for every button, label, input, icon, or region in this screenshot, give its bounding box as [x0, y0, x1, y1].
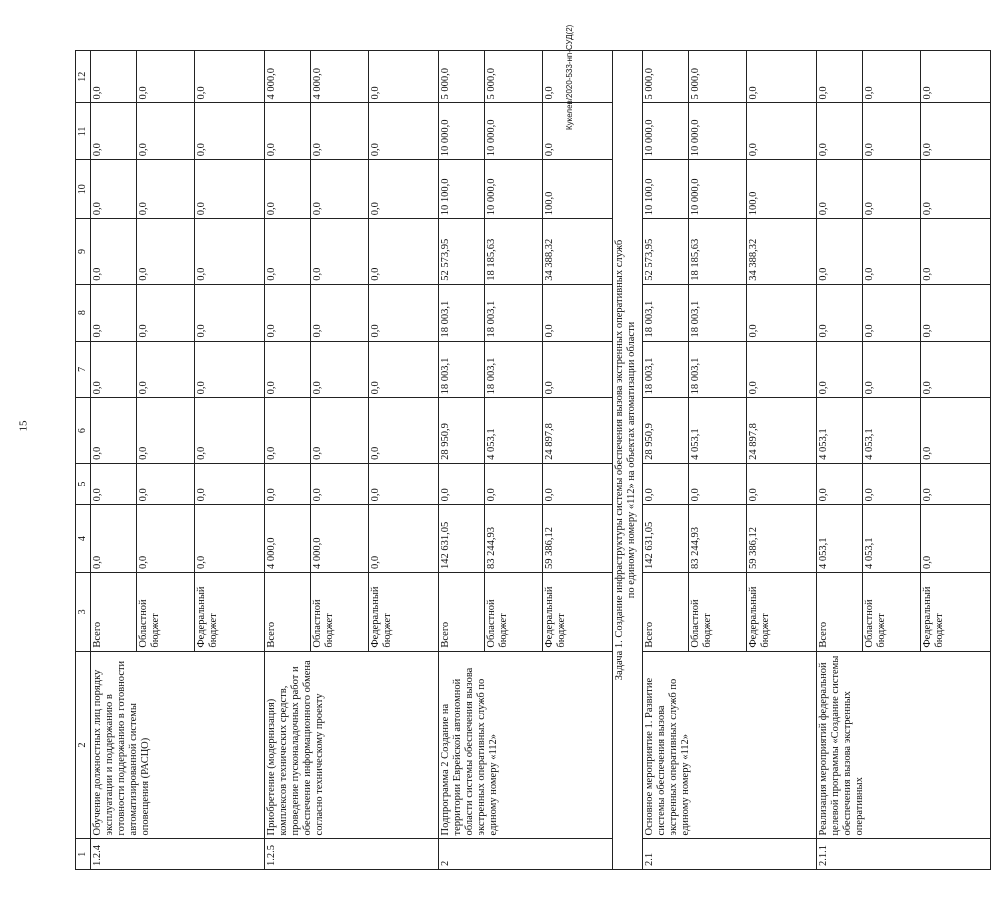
funding-source: Федеральный бюджет — [920, 573, 990, 652]
amount-cell: 4 053,1 — [484, 398, 542, 464]
amount-cell: 4 000,0 — [264, 51, 310, 104]
amount-cell: 0,0 — [90, 398, 136, 464]
amount-cell: 34 388,32 — [746, 219, 816, 285]
header-cell: 1 — [76, 839, 91, 870]
row-number: 2.1 — [642, 839, 816, 870]
funding-source: Федеральный бюджет — [746, 573, 816, 652]
amount-cell: 0,0 — [136, 341, 194, 398]
task-heading-line: Задача 1. Создание инфраструктуры системы обеспечения вызова экстренных оперативных служб — [613, 239, 625, 681]
measure-name: Подпрограмма 2 Создание на территории Еврейской автономной области системы обеспечения вызова экстренных оперативных служб по единому номеру «112» — [438, 651, 612, 839]
table-row — [816, 51, 862, 870]
amount-cell: 10 000,0 — [484, 160, 542, 219]
amount-cell: 0,0 — [816, 341, 862, 398]
amount-cell: 0,0 — [136, 398, 194, 464]
funding-source: Всего — [264, 573, 310, 652]
amount-cell: 0,0 — [368, 160, 438, 219]
amount-cell: 0,0 — [264, 219, 310, 285]
amount-cell: 0,0 — [862, 284, 920, 341]
funding-source: Всего — [816, 573, 862, 652]
row-number: 1.2.5 — [264, 839, 438, 870]
amount-cell: 0,0 — [310, 463, 368, 504]
amount-cell: 10 100,0 — [438, 160, 484, 219]
amount-cell: 0,0 — [194, 51, 264, 104]
amount-cell: 0,0 — [90, 284, 136, 341]
amount-cell: 10 100,0 — [642, 160, 688, 219]
task-row — [612, 51, 642, 870]
amount-cell: 10 000,0 — [438, 103, 484, 160]
amount-cell: 28 950,9 — [438, 398, 484, 464]
table-row — [438, 51, 484, 870]
amount-cell: 59 386,12 — [746, 505, 816, 573]
amount-cell: 0,0 — [194, 219, 264, 285]
amount-cell: 0,0 — [542, 284, 612, 341]
amount-cell: 0,0 — [368, 219, 438, 285]
task-heading — [612, 51, 642, 870]
amount-cell: 83 244,93 — [688, 505, 746, 573]
amount-cell: 18 185,63 — [688, 219, 746, 285]
amount-cell: 0,0 — [816, 284, 862, 341]
amount-cell: 18 003,1 — [484, 341, 542, 398]
amount-cell: 0,0 — [920, 51, 990, 104]
header-cell: 9 — [76, 219, 91, 285]
amount-cell: 0,0 — [310, 341, 368, 398]
budget-table — [75, 50, 991, 870]
amount-cell: 0,0 — [862, 463, 920, 504]
amount-cell: 0,0 — [746, 341, 816, 398]
amount-cell: 0,0 — [542, 463, 612, 504]
funding-source: Областной бюджет — [862, 573, 920, 652]
amount-cell: 0,0 — [862, 341, 920, 398]
amount-cell: 0,0 — [920, 341, 990, 398]
amount-cell: 0,0 — [136, 463, 194, 504]
amount-cell: 0,0 — [484, 463, 542, 504]
amount-cell: 0,0 — [746, 284, 816, 341]
table-body — [76, 51, 991, 870]
amount-cell: 0,0 — [862, 51, 920, 104]
page-number: 15 — [17, 420, 30, 432]
amount-cell: 0,0 — [194, 160, 264, 219]
amount-cell: 5 000,0 — [484, 51, 542, 104]
amount-cell: 0,0 — [310, 398, 368, 464]
funding-source: Федеральный бюджет — [368, 573, 438, 652]
amount-cell: 0,0 — [746, 463, 816, 504]
funding-source: Областной бюджет — [688, 573, 746, 652]
amount-cell: 100,0 — [542, 160, 612, 219]
amount-cell: 4 000,0 — [310, 51, 368, 104]
amount-cell: 0,0 — [264, 398, 310, 464]
amount-cell: 34 388,32 — [542, 219, 612, 285]
amount-cell: 0,0 — [194, 341, 264, 398]
amount-cell: 0,0 — [688, 463, 746, 504]
amount-cell: 0,0 — [194, 463, 264, 504]
amount-cell: 0,0 — [542, 51, 612, 104]
measure-name: Основное мероприятие 1. Развитие системы обеспечения вызова экстренных оперативных служб по единому номеру «112» — [642, 651, 816, 839]
amount-cell: 0,0 — [746, 103, 816, 160]
table-row — [642, 51, 688, 870]
amount-cell: 142 631,05 — [642, 505, 688, 573]
amount-cell: 0,0 — [862, 219, 920, 285]
amount-cell: 0,0 — [920, 219, 990, 285]
amount-cell: 18 003,1 — [438, 341, 484, 398]
amount-cell: 0,0 — [816, 463, 862, 504]
amount-cell: 0,0 — [264, 103, 310, 160]
amount-cell: 0,0 — [368, 398, 438, 464]
amount-cell: 18 003,1 — [688, 284, 746, 341]
amount-cell: 0,0 — [90, 505, 136, 573]
amount-cell: 0,0 — [136, 160, 194, 219]
table-row — [90, 51, 136, 870]
amount-cell: 0,0 — [438, 463, 484, 504]
funding-source: Всего — [642, 573, 688, 652]
amount-cell: 0,0 — [542, 341, 612, 398]
amount-cell: 0,0 — [136, 51, 194, 104]
amount-cell: 0,0 — [264, 160, 310, 219]
table-row — [264, 51, 310, 870]
amount-cell: 0,0 — [542, 103, 612, 160]
measure-name: Обучение должностных лиц порядку эксплуатации и поддержанию в готовности поддержанию в готовности автоматизированной системы оповещения (РАСЦО) — [90, 651, 264, 839]
amount-cell: 52 573,95 — [642, 219, 688, 285]
amount-cell: 4 053,1 — [862, 398, 920, 464]
header-cell: 8 — [76, 284, 91, 341]
task-heading-line: по единому номеру «112» на объектах автоматизации области — [625, 321, 637, 599]
amount-cell: 4 000,0 — [310, 505, 368, 573]
header-cell: 11 — [76, 103, 91, 160]
amount-cell: 0,0 — [920, 463, 990, 504]
header-cell: 4 — [76, 505, 91, 573]
amount-cell: 0,0 — [862, 103, 920, 160]
amount-cell: 0,0 — [816, 219, 862, 285]
amount-cell: 0,0 — [862, 160, 920, 219]
funding-source: Всего — [90, 573, 136, 652]
amount-cell: 0,0 — [310, 219, 368, 285]
amount-cell: 59 386,12 — [542, 505, 612, 573]
funding-source: Областной бюджет — [136, 573, 194, 652]
amount-cell: 5 000,0 — [688, 51, 746, 104]
amount-cell: 0,0 — [90, 463, 136, 504]
amount-cell: 0,0 — [136, 505, 194, 573]
funding-source: Федеральный бюджет — [194, 573, 264, 652]
amount-cell: 10 000,0 — [688, 103, 746, 160]
amount-cell: 0,0 — [194, 398, 264, 464]
amount-cell: 0,0 — [310, 160, 368, 219]
amount-cell: 0,0 — [90, 341, 136, 398]
amount-cell: 24 897,8 — [746, 398, 816, 464]
amount-cell: 0,0 — [746, 51, 816, 104]
row-number: 2 — [438, 839, 612, 870]
amount-cell: 0,0 — [368, 505, 438, 573]
amount-cell: 18 003,1 — [688, 341, 746, 398]
amount-cell: 0,0 — [920, 160, 990, 219]
amount-cell: 28 950,9 — [642, 398, 688, 464]
amount-cell: 0,0 — [90, 51, 136, 104]
amount-cell: 0,0 — [368, 103, 438, 160]
amount-cell: 0,0 — [642, 463, 688, 504]
funding-source: Федеральный бюджет — [542, 573, 612, 652]
amount-cell: 0,0 — [816, 103, 862, 160]
amount-cell: 0,0 — [368, 284, 438, 341]
measure-name: Приобретение (модернизация) комплексов технических средств, проведение пусконаладочных работ и обеспечение информационного обмена согласно техническому проекту — [264, 651, 438, 839]
header-cell: 7 — [76, 341, 91, 398]
amount-cell: 10 000,0 — [642, 103, 688, 160]
amount-cell: 0,0 — [264, 284, 310, 341]
measure-name: Реализация мероприятий федеральной целевой программы «Создание системы обеспечения вызова экстренных оперативных — [816, 651, 990, 839]
amount-cell: 0,0 — [194, 284, 264, 341]
amount-cell: 83 244,93 — [484, 505, 542, 573]
amount-cell: 142 631,05 — [438, 505, 484, 573]
amount-cell: 0,0 — [90, 103, 136, 160]
header-cell: 5 — [76, 463, 91, 504]
header-row — [76, 51, 91, 870]
amount-cell: 4 053,1 — [688, 398, 746, 464]
document-stamp-note: Кукелев/2020-533-нп-СУД(2) — [565, 24, 574, 130]
amount-cell: 52 573,95 — [438, 219, 484, 285]
amount-cell: 0,0 — [264, 463, 310, 504]
row-number: 2.1.1 — [816, 839, 990, 870]
amount-cell: 0,0 — [136, 103, 194, 160]
amount-cell: 0,0 — [368, 341, 438, 398]
amount-cell: 0,0 — [310, 284, 368, 341]
amount-cell: 0,0 — [920, 505, 990, 573]
row-number: 1.2.4 — [90, 839, 264, 870]
header-cell: 6 — [76, 398, 91, 464]
amount-cell: 18 003,1 — [484, 284, 542, 341]
amount-cell: 5 000,0 — [438, 51, 484, 104]
amount-cell: 18 185,63 — [484, 219, 542, 285]
amount-cell: 18 003,1 — [642, 284, 688, 341]
rotated-table-area — [75, 50, 945, 870]
amount-cell: 0,0 — [920, 398, 990, 464]
amount-cell: 0,0 — [816, 160, 862, 219]
amount-cell: 10 000,0 — [688, 160, 746, 219]
funding-source: Всего — [438, 573, 484, 652]
amount-cell: 0,0 — [368, 51, 438, 104]
amount-cell: 0,0 — [310, 103, 368, 160]
amount-cell: 5 000,0 — [642, 51, 688, 104]
amount-cell: 24 897,8 — [542, 398, 612, 464]
header-cell: 3 — [76, 573, 91, 652]
amount-cell: 100,0 — [746, 160, 816, 219]
amount-cell: 0,0 — [816, 51, 862, 104]
header-cell: 2 — [76, 651, 91, 839]
funding-source: Областной бюджет — [484, 573, 542, 652]
amount-cell: 0,0 — [194, 505, 264, 573]
amount-cell: 0,0 — [920, 284, 990, 341]
amount-cell: 4 053,1 — [862, 505, 920, 573]
amount-cell: 4 053,1 — [816, 398, 862, 464]
header-cell: 12 — [76, 51, 91, 104]
amount-cell: 0,0 — [136, 284, 194, 341]
funding-source: Областной бюджет — [310, 573, 368, 652]
amount-cell: 10 000,0 — [484, 103, 542, 160]
header-cell: 10 — [76, 160, 91, 219]
amount-cell: 0,0 — [90, 219, 136, 285]
amount-cell: 4 053,1 — [816, 505, 862, 573]
amount-cell: 0,0 — [136, 219, 194, 285]
amount-cell: 0,0 — [194, 103, 264, 160]
amount-cell: 0,0 — [90, 160, 136, 219]
amount-cell: 18 003,1 — [642, 341, 688, 398]
amount-cell: 4 000,0 — [264, 505, 310, 573]
amount-cell: 18 003,1 — [438, 284, 484, 341]
amount-cell: 0,0 — [920, 103, 990, 160]
amount-cell: 0,0 — [264, 341, 310, 398]
amount-cell: 0,0 — [368, 463, 438, 504]
